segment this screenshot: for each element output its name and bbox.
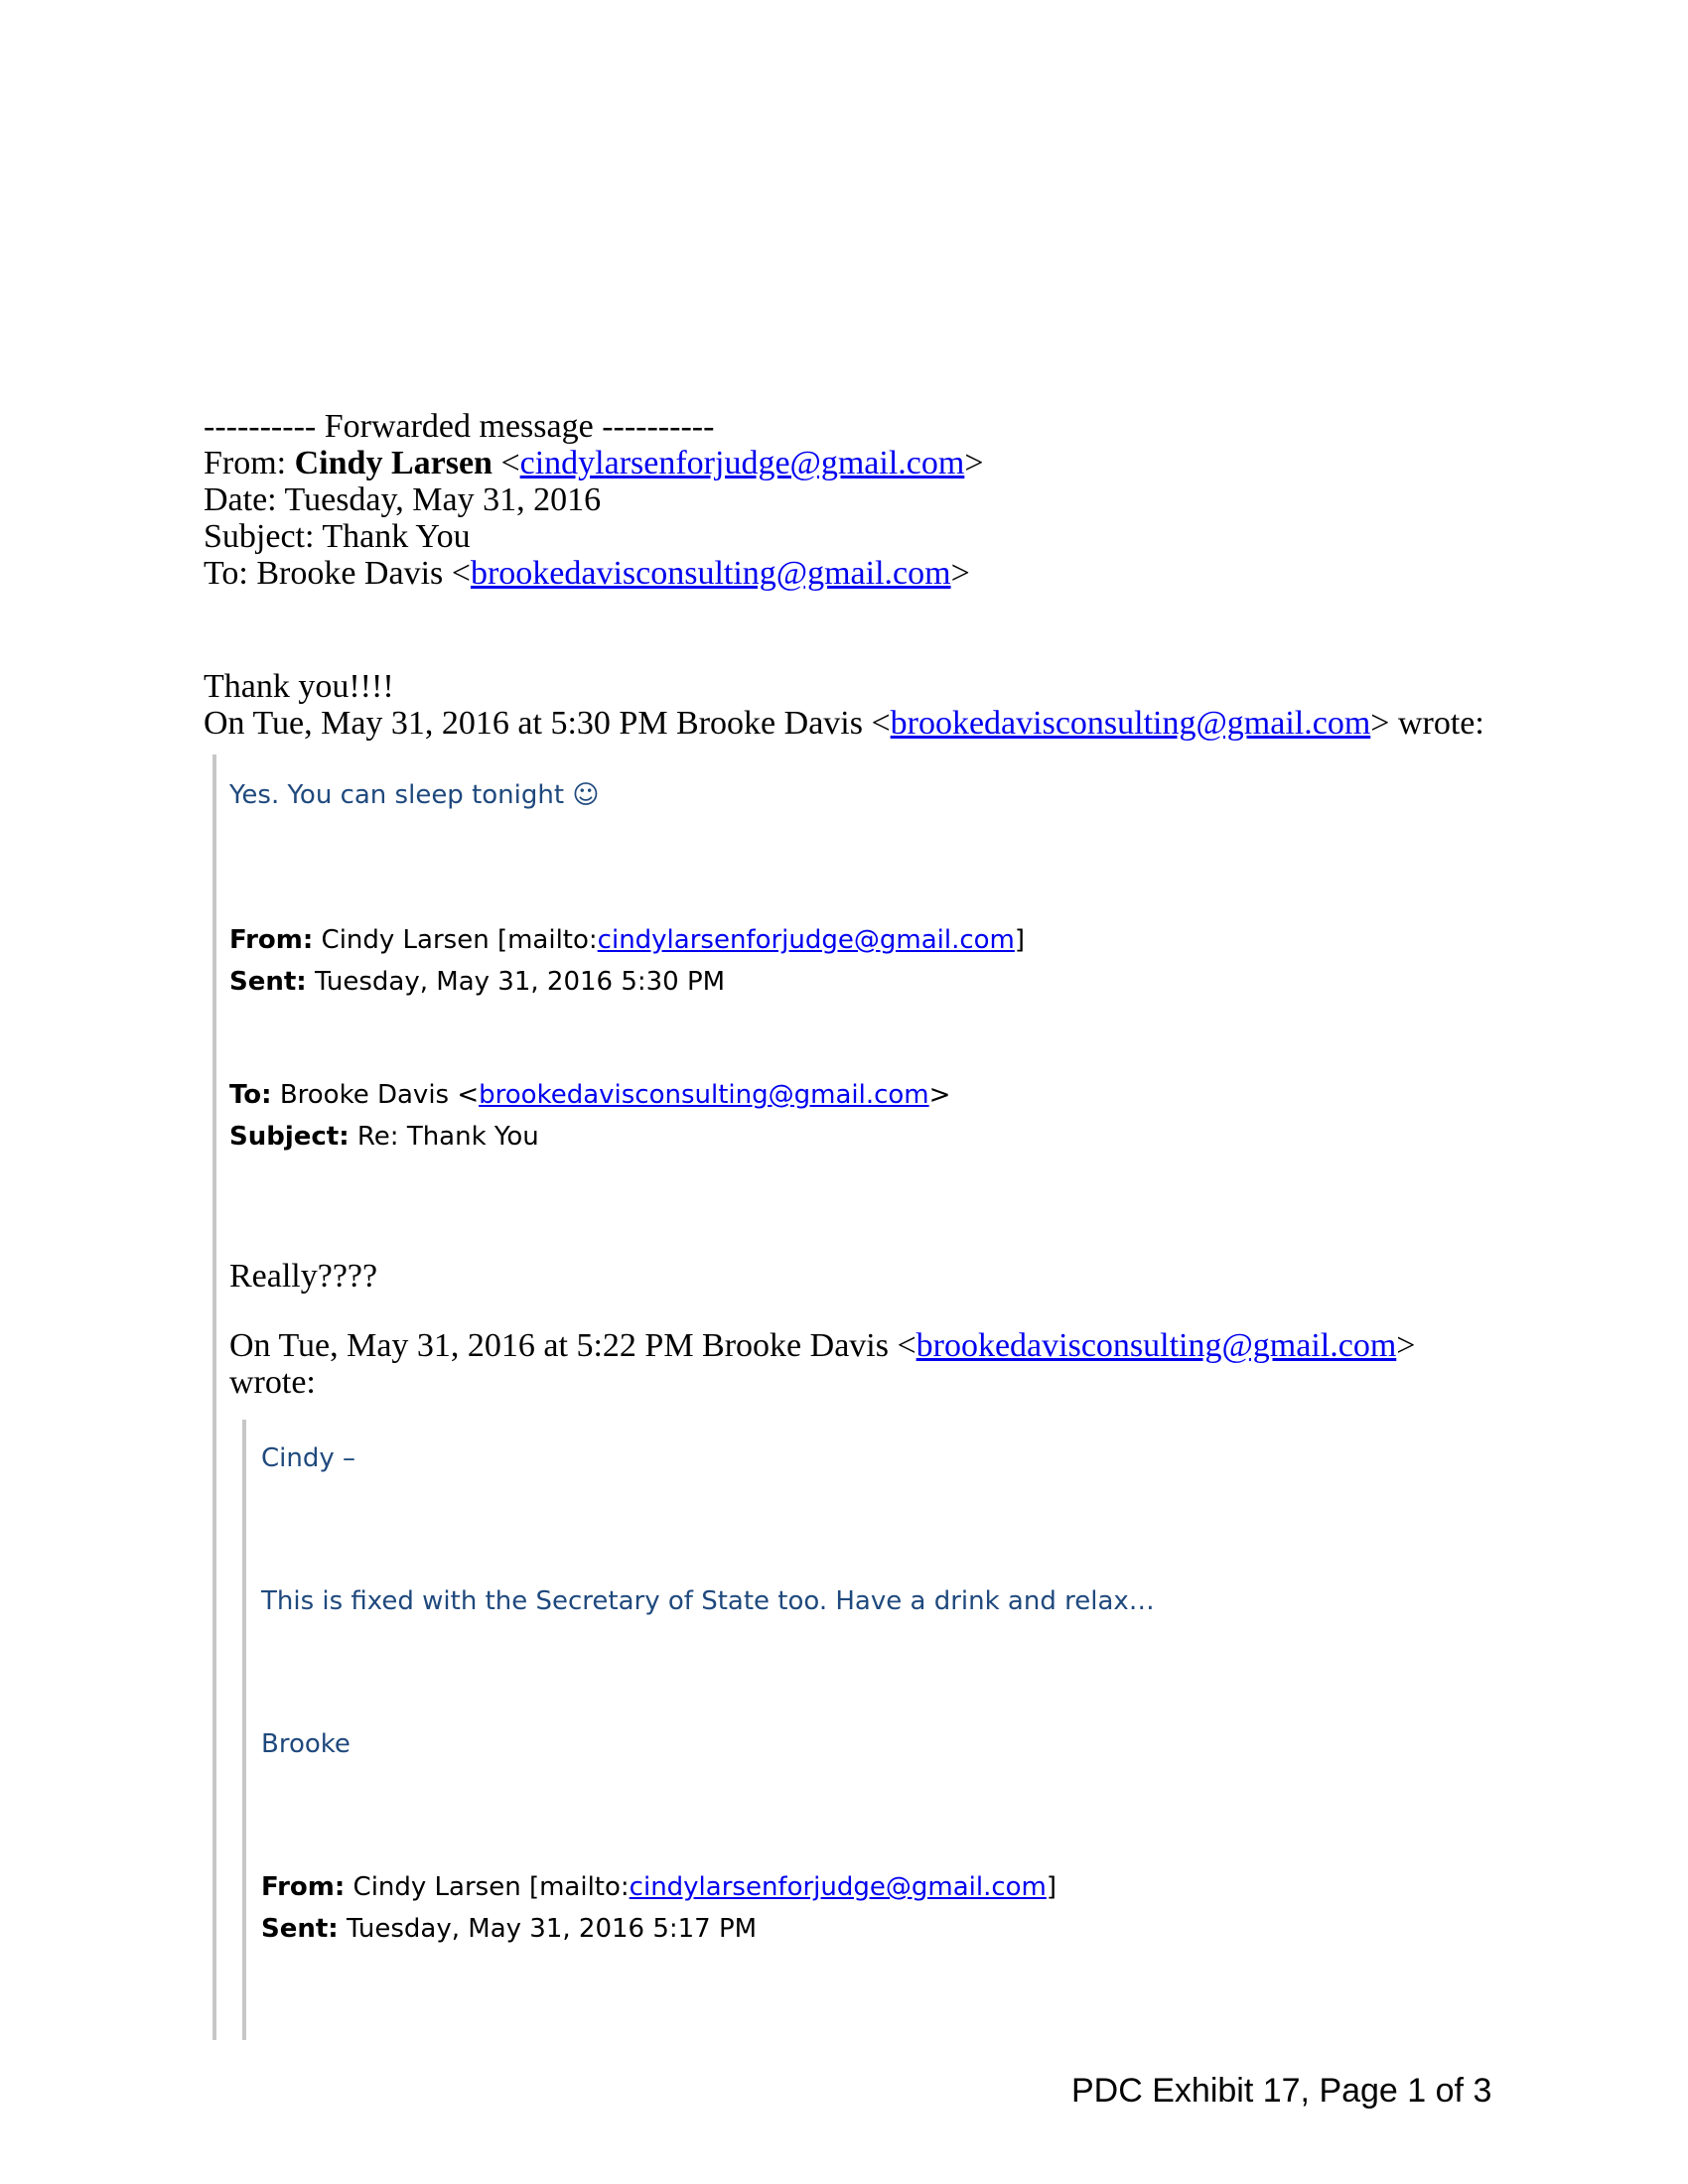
from-label: From: <box>204 445 287 481</box>
forward-from-line: From: Cindy Larsen <cindylarsenforjudge@gmail.com> <box>204 445 984 481</box>
quote2-from-email-link[interactable]: cindylarsenforjudge@gmail.com <box>629 1872 1047 1902</box>
quote1-attrib-suffix: > <box>1396 1327 1416 1364</box>
quote2-body: This is fixed with the Secretary of State too. Have a drink and relax… <box>261 1586 1155 1616</box>
quote1-body: Yes. You can sleep tonight ☺ <box>229 780 600 810</box>
quote1-from-line <box>229 919 1520 961</box>
quote-bar-level-1 <box>212 754 216 2040</box>
quote1-from-value: Cindy Larsen [mailto: <box>321 925 598 955</box>
reply-attrib-email-link[interactable]: brookedavisconsulting@gmail.com <box>890 705 1371 742</box>
forward-separator: ---------- Forwarded message ---------- <box>204 408 715 445</box>
date-value: Tuesday, May 31, 2016 <box>284 481 602 518</box>
quote2-from-value: Cindy Larsen [mailto: <box>352 1872 630 1902</box>
to-label: To: <box>204 555 248 592</box>
to-name: Brooke Davis <box>256 555 444 592</box>
quote-level-2 <box>261 1437 1552 1950</box>
quote1-sent-line <box>229 961 1520 1003</box>
quote2-greeting: Cindy – <box>261 1443 356 1473</box>
subject-label: Subject: <box>204 518 315 555</box>
quote1-attrib-wrote: wrote: <box>229 1364 316 1401</box>
reply-attrib-suffix: > wrote: <box>1370 705 1484 742</box>
quote2-from-close: ] <box>1046 1872 1057 1902</box>
quote1-to-close: > <box>928 1080 951 1110</box>
quote1-subject-value: Re: Thank You <box>356 1122 539 1152</box>
quote-bar-level-2 <box>242 1420 246 2040</box>
quote1-to-label: To: <box>229 1080 272 1110</box>
quote2-sent-value: Tuesday, May 31, 2016 5:17 PM <box>346 1914 758 1944</box>
quote2-sent-label: Sent: <box>261 1914 339 1944</box>
to-email-link[interactable]: brookedavisconsulting@gmail.com <box>470 555 951 592</box>
page-footer: PDC Exhibit 17, Page 1 of 3 <box>1071 2072 1492 2110</box>
quote1-sent-label: Sent: <box>229 967 307 997</box>
forward-subject-line <box>204 518 1494 555</box>
reply-section <box>204 668 1544 742</box>
quote1-from-close: ] <box>1014 925 1026 955</box>
quote2-signature: Brooke <box>261 1729 351 1759</box>
quote1-to-value: Brooke Davis < <box>279 1080 480 1110</box>
subject-value: Thank You <box>322 518 471 555</box>
quote2-sent-line <box>261 1908 1552 1950</box>
quote1-to-email-link[interactable]: brookedavisconsulting@gmail.com <box>479 1080 929 1110</box>
forward-header <box>204 408 1494 592</box>
from-email-link[interactable]: cindylarsenforjudge@gmail.com <box>519 445 965 481</box>
quote1-subject-label: Subject: <box>229 1122 350 1152</box>
quote2-from-label: From: <box>261 1872 346 1902</box>
quote1-to-line <box>229 1074 1520 1116</box>
forward-date-line <box>204 481 1494 518</box>
quote1-from-email-link[interactable]: cindylarsenforjudge@gmail.com <box>597 925 1015 955</box>
quote1-subject-line <box>229 1116 1520 1158</box>
quote1-sent-value: Tuesday, May 31, 2016 5:30 PM <box>314 967 726 997</box>
quote1-reply-body: Really???? <box>229 1258 378 1295</box>
reply-attrib-prefix: On Tue, May 31, 2016 at 5:30 PM Brooke Davis < <box>204 705 891 742</box>
reply-attribution <box>204 705 1544 742</box>
from-name: Cindy Larsen <box>294 445 492 481</box>
quote-level-1 <box>229 774 1520 1401</box>
reply-body: Thank you!!!! <box>204 668 394 705</box>
date-label: Date: <box>204 481 277 518</box>
quote1-attrib-prefix: On Tue, May 31, 2016 at 5:22 PM Brooke Davis < <box>229 1327 916 1364</box>
quote2-from-line <box>261 1866 1552 1908</box>
quote1-from-label: From: <box>229 925 314 955</box>
quote1-attribution <box>229 1327 1520 1401</box>
forward-to-line: To: Brooke Davis <brookedavisconsulting@gmail.com> <box>204 555 970 592</box>
quote1-attrib-email-link[interactable]: brookedavisconsulting@gmail.com <box>915 1327 1397 1364</box>
